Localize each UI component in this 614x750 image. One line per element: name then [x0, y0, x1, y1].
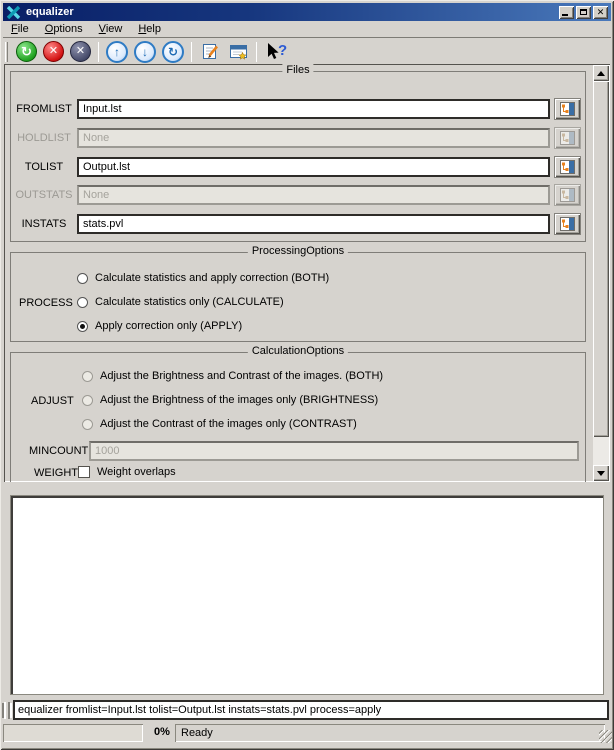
toolbar — [3, 39, 611, 64]
show-log-window-button[interactable] — [226, 41, 250, 63]
edit-command-button[interactable] — [198, 41, 222, 63]
fromlist-input[interactable] — [77, 99, 550, 119]
toolbar-separator — [98, 42, 99, 62]
outstats-label: OUTSTATS — [15, 189, 73, 201]
menu-file[interactable]: File — [11, 23, 29, 35]
weight-label: WEIGHT — [34, 467, 78, 479]
reset-button[interactable] — [162, 41, 184, 63]
adjust-both-radio — [82, 371, 93, 382]
menu-bar — [3, 21, 611, 38]
instats-label: INSTATS — [21, 218, 67, 230]
command-bar-handle[interactable] — [4, 702, 10, 719]
processing-options-groupbox — [10, 245, 586, 342]
files-groupbox — [10, 64, 586, 242]
files-legend: Files — [282, 64, 313, 76]
command-line-field[interactable] — [13, 700, 609, 720]
file-browser-icon — [560, 217, 575, 231]
tolist-label: TOLIST — [24, 161, 64, 173]
edit-document-icon — [200, 41, 221, 62]
previous-history-button[interactable] — [106, 41, 128, 63]
progress-percent: 0% — [154, 726, 170, 738]
scrollbar-thumb[interactable] — [593, 81, 609, 437]
stop-processing-button[interactable] — [43, 41, 64, 62]
mincount-label: MINCOUNT — [29, 445, 89, 457]
exit-button[interactable] — [70, 41, 91, 62]
close-button[interactable] — [593, 6, 608, 19]
holdlist-label: HOLDLIST — [17, 132, 71, 144]
vertical-scrollbar[interactable] — [593, 65, 609, 481]
menu-options[interactable]: Options — [44, 23, 83, 35]
weight-overlaps-checkbox — [78, 466, 90, 478]
process-apply-label[interactable]: Apply correction only (APPLY) — [95, 320, 243, 332]
instats-browse-button[interactable] — [554, 213, 581, 235]
calculation-options-legend: CalculationOptions — [248, 345, 348, 357]
minimize-button[interactable] — [559, 6, 574, 19]
parameter-scroll-area — [4, 64, 610, 482]
outstats-browse-button — [554, 184, 581, 206]
process-apply-radio[interactable] — [77, 321, 88, 332]
adjust-both-label: Adjust the Brightness and Contrast of the images. (BOTH) — [100, 370, 384, 382]
app-x-logo-icon — [6, 6, 22, 19]
toolbar-handle[interactable] — [5, 42, 8, 62]
holdlist-browse-button — [554, 127, 581, 149]
arrow-down-icon: ↓ — [142, 44, 148, 59]
tolist-input[interactable] — [77, 157, 550, 177]
toolbar-separator — [191, 42, 192, 62]
scroll-up-icon — [597, 71, 605, 76]
log-window-icon — [228, 41, 249, 62]
fromlist-label: FROMLIST — [16, 103, 72, 115]
mincount-input — [89, 441, 579, 461]
file-browser-icon — [560, 102, 575, 116]
menu-help[interactable]: Help — [138, 23, 161, 35]
minimize-icon — [562, 14, 568, 16]
adjust-brightness-label: Adjust the Brightness of the images only (BRIGHTNESS) — [100, 394, 379, 406]
maximize-icon — [580, 9, 587, 15]
fromlist-browse-button[interactable] — [554, 98, 581, 120]
status-message-panel — [175, 724, 605, 742]
maximize-button[interactable] — [576, 6, 591, 19]
holdlist-input — [77, 128, 550, 148]
whats-this-button[interactable] — [263, 41, 291, 63]
arrow-up-icon: ↑ — [114, 44, 120, 59]
progress-bar — [3, 724, 143, 742]
status-message: Ready — [181, 727, 213, 739]
stop-icon: ✕ — [48, 45, 59, 57]
file-browser-icon — [560, 160, 575, 174]
window-title: equalizer — [26, 6, 74, 18]
begin-processing-button[interactable] — [16, 41, 37, 62]
begin-icon: ↻ — [21, 44, 32, 59]
toolbar-separator — [256, 42, 257, 62]
calculation-options-groupbox — [10, 345, 586, 482]
svg-text:?: ? — [278, 42, 288, 59]
command-line-bar — [3, 699, 611, 721]
exit-icon: ✕ — [75, 45, 86, 57]
scroll-down-button[interactable] — [593, 465, 609, 481]
weight-overlaps-label: Weight overlaps — [97, 466, 176, 478]
tolist-browse-button[interactable] — [554, 156, 581, 178]
scroll-up-button[interactable] — [593, 65, 609, 81]
adjust-brightness-radio — [82, 395, 93, 406]
process-calculate-label[interactable]: Calculate statistics only (CALCULATE) — [95, 296, 284, 308]
adjust-contrast-radio — [82, 419, 93, 430]
outstats-input — [77, 185, 550, 205]
status-bar — [3, 722, 611, 745]
titlebar[interactable] — [3, 3, 611, 21]
file-browser-icon — [560, 131, 575, 145]
adjust-label: ADJUST — [31, 395, 74, 407]
process-calculate-radio[interactable] — [77, 297, 88, 308]
process-label: PROCESS — [19, 297, 73, 309]
whats-this-cursor-icon — [264, 41, 290, 62]
instats-input[interactable] — [77, 214, 550, 234]
close-icon: ✕ — [596, 6, 605, 17]
process-both-radio[interactable] — [77, 273, 88, 284]
adjust-contrast-label: Adjust the Contrast of the images only (CONTRAST) — [100, 418, 357, 430]
resize-grip-icon[interactable] — [599, 730, 612, 743]
process-both-label[interactable]: Calculate statistics and apply correction (BOTH) — [95, 272, 330, 284]
log-output-area[interactable] — [10, 495, 604, 695]
processing-options-legend: ProcessingOptions — [248, 245, 348, 257]
file-browser-icon — [560, 188, 575, 202]
next-history-button[interactable] — [134, 41, 156, 63]
reload-icon: ↻ — [167, 44, 179, 59]
scroll-down-icon — [597, 471, 605, 476]
menu-view[interactable]: View — [98, 23, 123, 35]
